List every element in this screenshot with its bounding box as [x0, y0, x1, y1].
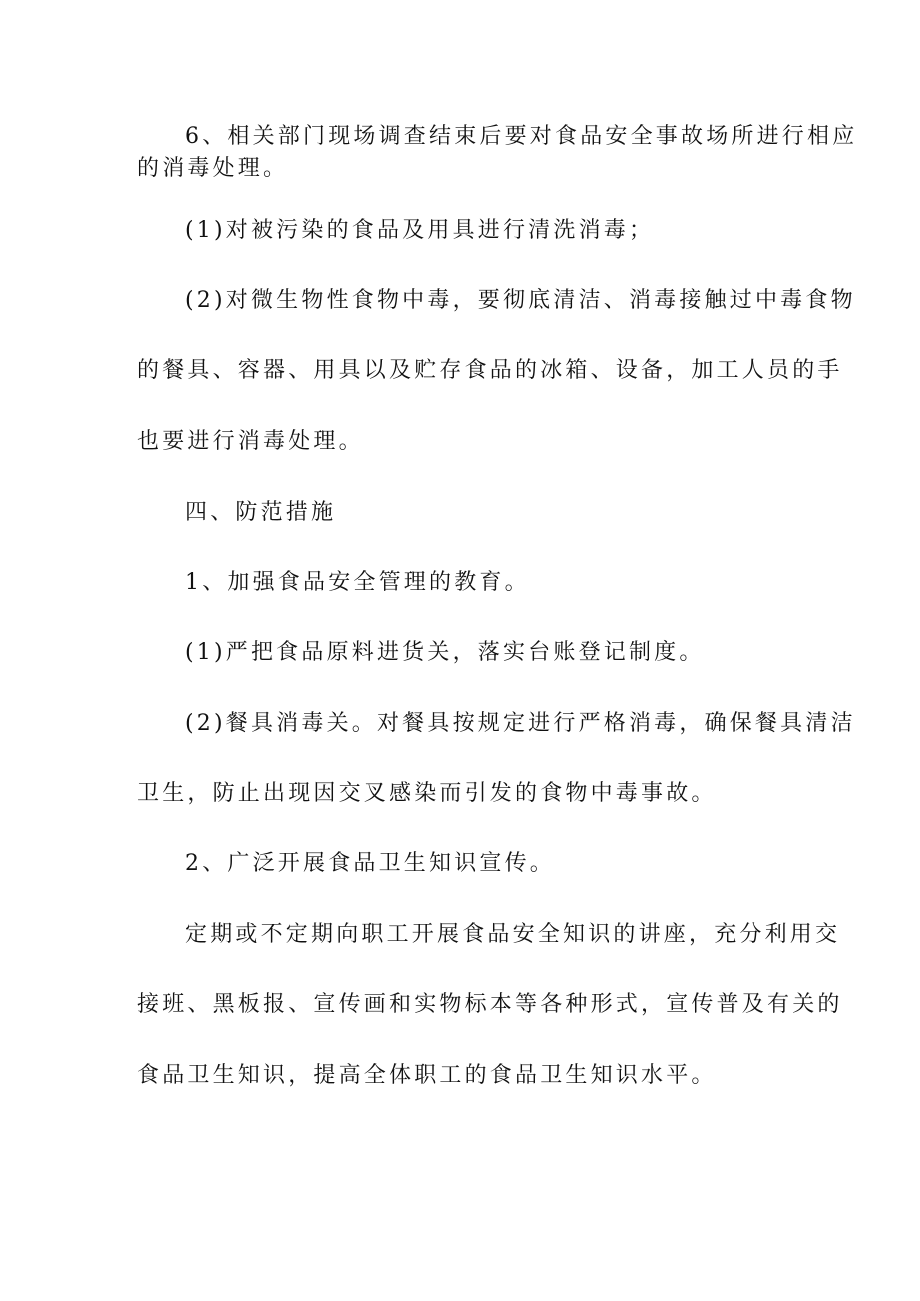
paragraph-line: 接班、黑板报、宣传画和实物标本等各种形式，宣传普及有关的	[137, 992, 843, 1017]
list-item-line: (1)严把食品原料进货关，落实台账登记制度。	[185, 640, 705, 665]
subsection-heading: 1、加强食品安全管理的教育。	[185, 570, 530, 595]
list-item-line: (2)餐具消毒关。对餐具按规定进行严格消毒，确保餐具清洁	[185, 711, 856, 736]
list-item-line: (2)对微生物性食物中毒，要彻底清洁、消毒接触过中毒食物	[185, 288, 856, 313]
paragraph-line: 定期或不定期向职工开展食品安全知识的讲座，充分利用交	[185, 922, 841, 947]
section-heading: 四、防范措施	[185, 500, 337, 525]
list-item-line: (1)对被污染的食品及用具进行清洗消毒；	[185, 218, 655, 243]
paragraph-line: 食品卫生知识，提高全体职工的食品卫生知识水平。	[137, 1063, 717, 1088]
paragraph-line: 也要进行消毒处理。	[137, 429, 364, 454]
paragraph-line: 的餐具、容器、用具以及贮存食品的冰箱、设备，加工人员的手	[137, 358, 843, 383]
subsection-heading: 2、广泛开展食品卫生知识宣传。	[185, 851, 555, 876]
paragraph-line: 的消毒处理。	[137, 156, 289, 181]
paragraph-line: 卫生，防止出现因交叉感染而引发的食物中毒事故。	[137, 781, 717, 806]
paragraph-line: 6、相关部门现场调查结束后要对食品安全事故场所进行相应	[185, 124, 858, 149]
